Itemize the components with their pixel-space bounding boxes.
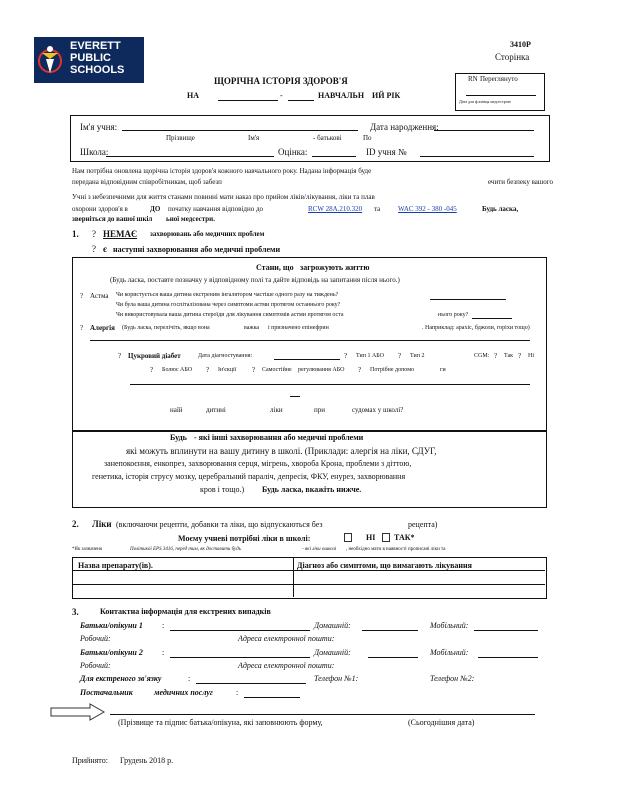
- guardian1-mobile-field[interactable]: [474, 630, 538, 631]
- seizure-b: дитині: [206, 406, 226, 414]
- year-start-field[interactable]: [218, 100, 278, 101]
- box2-line-3: занепокоєння, енкопрез, захворювання серця, мігрень, хвороба Крона, проблеми з діттою,: [104, 459, 412, 468]
- bolus-checkbox[interactable]: ?: [150, 366, 154, 374]
- guardian2-name-field[interactable]: [170, 657, 310, 658]
- help-checkbox[interactable]: ?: [358, 366, 362, 374]
- diabetes-checkbox[interactable]: ?: [118, 352, 122, 360]
- arrow-right-icon: [50, 703, 106, 721]
- box2-line-1b: - які інші захворювання або медичні проблеми: [194, 433, 364, 442]
- diabetes-label: Цукровий діабет: [128, 352, 181, 360]
- asthma-checkbox[interactable]: ?: [80, 292, 84, 300]
- allergy-text-3: і призначено епінефрин: [268, 325, 329, 331]
- intro-line-4b: ДО: [150, 205, 161, 213]
- section2-desc: (включаючи рецепти, добавки та ліки, що відпускаються без: [116, 520, 323, 529]
- note-1: *Як зазначено: [72, 547, 103, 552]
- injection-checkbox[interactable]: ?: [206, 366, 210, 374]
- self-label: Самостійне: [262, 367, 292, 373]
- has-checkbox[interactable]: ?: [92, 244, 96, 254]
- section1-number: 1.: [72, 229, 79, 239]
- injection-label: Ін'єкції: [218, 367, 237, 373]
- guardian1-home-field[interactable]: [362, 630, 418, 631]
- intro-line-1: Нам потрібна оновлена щорічна історія здоров'я кожного навчального року. Надана інформація буде: [72, 167, 372, 175]
- medication-name-header: Назва препарату(ів).: [78, 561, 153, 570]
- logo-line-3: SCHOOLS: [70, 64, 125, 76]
- box2-line-4: генетика, історія струсу мозку, церебральний параліч, депресія, ФКУ, енурез, захворювання: [92, 472, 406, 481]
- grade-field[interactable]: [312, 156, 356, 157]
- year-suffix-2: ИЙ РІК: [372, 91, 401, 100]
- section2-title: Ліки: [92, 519, 112, 529]
- page-label: Сторінка: [495, 52, 530, 62]
- medication-table-divider: [293, 557, 294, 597]
- intro-line-4a: охорони здоров'я в: [72, 205, 128, 213]
- student-info-box: [70, 115, 550, 162]
- allergy-text-2: важка: [244, 325, 260, 331]
- intro-line-5b: ьної медсестри.: [166, 215, 215, 223]
- guardian1-mobile-label: Мобільний:: [430, 621, 469, 630]
- intro-line-4d: та: [374, 205, 381, 213]
- has-rest: наступні захворювання або медичні проблеми: [113, 245, 281, 254]
- diagnosis-date-field[interactable]: [274, 359, 340, 360]
- rn-box-note: Дата для ф ахівця медсестрою: [459, 99, 511, 104]
- accepted-label: Прийнято:: [72, 756, 108, 765]
- bolus-label: Болюс АБО: [162, 367, 193, 373]
- medication-table-header-line: [72, 570, 545, 571]
- section3-number: 3.: [72, 607, 79, 617]
- signature-line[interactable]: [110, 714, 535, 715]
- medication-diagnosis-header: Діагноз або симптоми, що вимагають лікування: [297, 561, 472, 570]
- cgm-label: CGM:: [474, 353, 490, 359]
- med-need-label: Моєму учневі потрібні ліки в школі:: [178, 534, 311, 543]
- patronymic-hint-2: По: [363, 134, 372, 142]
- phone1-label: Телефон №1:: [314, 674, 359, 683]
- asthma-q2: Чи була ваша дитина госпіталізована через симптоми астми протягом останнього року?: [116, 302, 341, 308]
- dob-label: Дата народження:: [370, 122, 439, 132]
- allergy-label: Алергія: [90, 324, 115, 332]
- year-suffix: НАВЧАЛЬН: [318, 91, 365, 100]
- note-4: , необхідно мати в наявності прописані ліки та: [346, 547, 446, 552]
- guardian1-home-label: Домашній:: [314, 621, 351, 630]
- type2-checkbox[interactable]: ?: [398, 352, 402, 360]
- allergy-checkbox[interactable]: ?: [80, 324, 84, 332]
- diabetes-notes-field[interactable]: [130, 384, 530, 385]
- allergy-field[interactable]: [90, 340, 530, 341]
- medication-row-line[interactable]: [72, 584, 545, 585]
- guardian2-mobile-field[interactable]: [478, 657, 538, 658]
- diagnosis-date-label: Дата діагностування:: [198, 353, 253, 359]
- guardian2-email-label: Адреса електронної пошти:: [238, 661, 335, 670]
- box2-line-1a: Будь: [170, 433, 187, 442]
- rcw-link[interactable]: RCW 28A.210.320: [308, 205, 363, 213]
- med-no-checkbox[interactable]: [344, 533, 352, 542]
- provider-field[interactable]: [244, 697, 300, 698]
- box2-line-5b: Будь ласка, вкажіть нижче.: [262, 485, 362, 494]
- box2-line-5a: кров і тощо.): [200, 485, 245, 494]
- guardian2-colon: :: [162, 648, 165, 657]
- wac-link[interactable]: WAC 392 - 380 -045: [398, 205, 457, 213]
- asthma-label: Астма: [90, 292, 109, 300]
- section3-title: Контактна інформація для екстрених випадків: [100, 607, 271, 616]
- student-name-field[interactable]: [122, 130, 358, 131]
- signature-label: (Прізвище та підпис батька/опікуна, які заповнюють форму,: [118, 718, 323, 727]
- has-label: є: [103, 244, 107, 254]
- cgm-yes-checkbox[interactable]: ?: [494, 352, 498, 360]
- guardian1-label: Батьки/опікуни 1: [80, 621, 143, 630]
- student-id-field[interactable]: [420, 156, 534, 157]
- phone2-label: Телефон №2:: [430, 674, 475, 683]
- type2-label: Тип 2: [410, 353, 425, 359]
- surname-hint: Прізвище: [166, 134, 195, 142]
- guardian1-name-field[interactable]: [170, 630, 310, 631]
- first-name-hint: Ім'я: [248, 134, 260, 142]
- self-label-2: регулювання АБО: [298, 367, 345, 373]
- section2-desc-2: рецепта): [408, 520, 438, 529]
- grade-label: Оцінка:: [278, 147, 308, 157]
- star-person-icon: [36, 37, 70, 83]
- diabetes-notes-field-2[interactable]: [290, 396, 300, 397]
- box2-line-2: які можуть вплинути на вашу дитину в школі. (Приклади: алергія на ліки, СДУГ,: [126, 446, 437, 456]
- school-label: Школа:: [80, 147, 109, 157]
- intro-line-5: зверніться до вашої шкіл: [72, 215, 153, 223]
- asthma-q3: Чи використовувала ваша дитина стероїди для лікування симптомів астми протягом оста: [116, 312, 344, 318]
- student-id-label: ID учня №: [366, 147, 407, 157]
- dob-field[interactable]: [434, 130, 534, 131]
- seizure-e: судомах у школі?: [352, 406, 404, 414]
- box1-instructions: (Будь ласка, поставте позначку у відповідному полі та дайте відповідь на запитання після нього.): [110, 276, 400, 284]
- intro-line-2b: ечити безпеку вашого: [488, 178, 553, 186]
- help-label-2: ги: [440, 367, 446, 373]
- rn-review-field[interactable]: [466, 95, 536, 96]
- guardian2-home-field[interactable]: [368, 657, 418, 658]
- guardian1-colon: :: [162, 621, 165, 630]
- asthma-q3b: нього року?: [438, 312, 469, 318]
- emergency-colon: :: [188, 674, 191, 683]
- intro-line-2: передана відповідним співробітникам, щоб забезп: [72, 178, 222, 186]
- guardian1-work-label: Робочий:: [80, 634, 111, 643]
- none-checkbox[interactable]: ?: [92, 229, 96, 239]
- cgm-no-checkbox[interactable]: ?: [518, 352, 522, 360]
- provider-label: Постачальник: [80, 688, 133, 697]
- med-no-label: НІ: [366, 533, 376, 542]
- box1-title-1: Стани, що: [256, 263, 294, 272]
- guardian2-home-label: Домашній:: [314, 648, 351, 657]
- reviewed-label: Переглянуто: [480, 75, 518, 83]
- med-yes-checkbox[interactable]: [382, 533, 390, 542]
- form-code: 3410P: [510, 40, 531, 49]
- note-2: Політикої EPS 3416, перед тим, як доставити будь: [130, 547, 242, 552]
- school-field[interactable]: [106, 156, 274, 157]
- guardian2-label: Батьки/опікуни 2: [80, 648, 143, 657]
- asthma-q1: Чи користується ваша дитина екстреним інгалятором частіше одного разу на тиждень?: [116, 292, 339, 298]
- none-label: НЕМАЄ: [103, 229, 138, 239]
- year-end-field[interactable]: [288, 100, 314, 101]
- logo-line-2: PUBLIC: [70, 52, 111, 64]
- intro-line-3: Учні з небезпечними для життя станами повинні мати наказ про прийом ліків/лікування, ліки та плав: [72, 193, 375, 201]
- year-prefix: НА: [187, 91, 199, 100]
- intro-line-4c: початку навчання відповідно до: [168, 205, 264, 213]
- none-rest: захворювань або медичних проблем: [150, 230, 265, 238]
- form-title: ЩОРІЧНА ІСТОРІЯ ЗДОРОВ'Я: [214, 76, 348, 86]
- intro-line-4e: Будь ласка,: [482, 205, 519, 213]
- allergy-text: (Будь ласка, перелічіть, якщо вона: [122, 325, 210, 331]
- seizure-d: при: [314, 406, 325, 414]
- guardian2-mobile-label: Мобільний:: [430, 648, 469, 657]
- guardian1-email-label: Адреса електронної пошти:: [238, 634, 335, 643]
- emergency-contact-label: Для екстреного зв'язку: [80, 674, 162, 683]
- asthma-q1-field[interactable]: [430, 299, 506, 300]
- section2-number: 2.: [72, 519, 79, 529]
- everett-public-schools-logo: [34, 37, 144, 83]
- note-3: - які ліки ошколі: [302, 547, 337, 552]
- type1-checkbox[interactable]: ?: [344, 352, 348, 360]
- date-label: (Сьогоднішня дата): [408, 718, 475, 727]
- provider-colon: :: [236, 688, 239, 697]
- emergency-contact-field[interactable]: [196, 683, 306, 684]
- year-dash: -: [280, 91, 283, 100]
- logo-line-1: EVERETT: [70, 40, 121, 52]
- type1-label: Тип 1 АБО: [356, 353, 385, 359]
- student-name-label: Ім'я учня:: [80, 122, 118, 132]
- seizure-c: ліки: [270, 406, 283, 414]
- patronymic-hint: - батькові: [313, 134, 342, 142]
- help-label: Потрібне допомо: [370, 367, 414, 373]
- self-checkbox[interactable]: ?: [252, 366, 256, 374]
- allergy-example: . Наприклад: арахіс, бджоли, горіхи тощо): [422, 325, 530, 331]
- cgm-yes-label: Так: [504, 353, 514, 359]
- asthma-q3-field[interactable]: [472, 318, 512, 319]
- revision-date: Грудень 2018 р.: [120, 756, 174, 765]
- provider-label-2: медичних послуг: [154, 688, 213, 697]
- box1-title-2: загрожують життю: [300, 263, 370, 272]
- seizure-a: наїй: [170, 406, 183, 414]
- cgm-no-label: Ні: [528, 353, 534, 359]
- rn-label: RN: [468, 75, 478, 83]
- guardian2-work-label: Робочий:: [80, 661, 111, 670]
- med-yes-label: ТАК*: [394, 533, 415, 542]
